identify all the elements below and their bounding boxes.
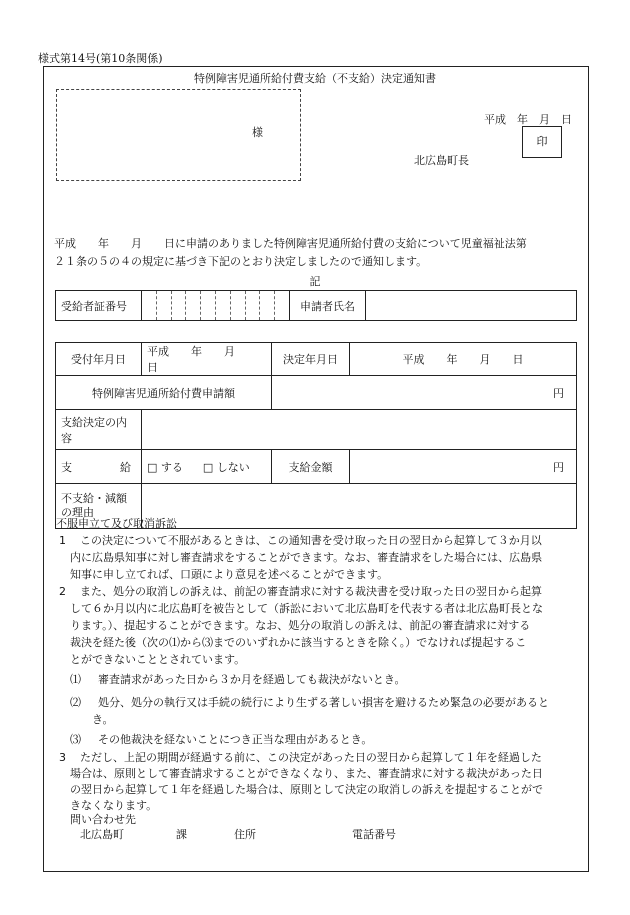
sub-item-3-line-1: その他裁決を経ないことにつき正当な理由があるとき。 — [98, 733, 373, 746]
ki-heading: 記 — [309, 275, 321, 288]
contact-section: 課 — [176, 828, 187, 841]
recipient-no-label: 受給者証番号 — [56, 291, 142, 321]
notice-heading: 不服申立て及び取消訴訟 — [56, 517, 177, 530]
notice-item-1-line-2: 内に広島県知事に対し審査請求をすることができます。なお、審査請求をした場合には、広島県 — [70, 551, 543, 564]
header-date: 平成 年 月 日 — [484, 113, 572, 126]
payment-label-1: 支 — [61, 460, 72, 474]
body-line-2: ２１条の５の４の規定に基づき下記のとおり決定しましたので通知します。 — [54, 255, 428, 268]
payment-amount-field[interactable] — [350, 450, 577, 484]
contact-town: 北広島町 — [80, 828, 124, 841]
yen-unit: 円 — [553, 386, 564, 400]
recipient-table — [55, 290, 577, 321]
sub-item-1-line-1: 審査請求があった日から３か月を経過しても裁決がないとき。 — [98, 673, 406, 686]
notice-item-2-no: 2 — [59, 585, 66, 598]
received-date-field[interactable]: 平成 年 月 日 — [142, 343, 272, 376]
notice-item-1-line-1: この決定について不服があるときは、この通知書を受け取った日の翌日から起算して３か月以 — [80, 534, 542, 547]
reason-field[interactable] — [142, 484, 577, 529]
notice-item-1-no: 1 — [59, 534, 66, 547]
decision-table — [55, 342, 577, 529]
payment-label — [56, 450, 142, 484]
amount-applied-label: 特例障害児通所給付費申請額 — [56, 376, 272, 410]
sub-item-1-no: ⑴ — [70, 673, 81, 686]
received-date-label: 受付年月日 — [56, 343, 142, 376]
notice-item-2-line-2: して６か月以内に北広島町を被告として（訴訟において北広島町を代表する者は北広島町長とな — [70, 602, 543, 615]
content-label: 支給決定の内容 — [56, 410, 142, 450]
document-title: 特例障害児通所給付費支給（不支給）決定通知書 — [194, 72, 436, 85]
notice-item-2-line-4: 裁決を経た後（次の⑴から⑶までのいずれかに該当するときを除く。）でなければ提起するこ — [70, 636, 527, 649]
decision-date-field[interactable]: 平成 年 月 日 — [350, 343, 577, 376]
applicant-field[interactable] — [366, 291, 577, 321]
decision-date-label: 決定年月日 — [272, 343, 350, 376]
contact-address: 住所 — [234, 828, 256, 841]
payment-label-2: 給 — [120, 460, 131, 474]
reason-label-2: の理由 — [61, 506, 94, 519]
amount-applied-field[interactable] — [272, 376, 577, 410]
addressee-box[interactable] — [56, 89, 301, 181]
content-field[interactable] — [142, 410, 577, 450]
notice-item-1-line-3: 知事に申し立てれば、口頭により意見を述べることができます。 — [70, 568, 389, 581]
sub-item-2-line-2: き。 — [92, 713, 114, 726]
notice-item-2-line-1: また、処分の取消しの訴えは、前記の審査請求に対する裁決書を受け取った日の翌日から起算 — [80, 585, 542, 598]
notice-item-3-line-2: 場合は、原則として審査請求することができなくなり、また、審査請求に対する裁決があった日 — [70, 767, 543, 780]
notice-item-3-line-3: の翌日から起算して１年を経過した場合は、原則として決定の取消しの訴えを提起することがで — [70, 783, 543, 796]
reason-label-1: 不支給・減額 — [61, 492, 127, 505]
notice-item-3-line-4: きなくなります。 — [70, 799, 158, 812]
payment-options — [142, 450, 272, 484]
notice-item-3-line-1: ただし、上記の期間が経過する前に、この決定があった日の翌日から起算して１年を経過した — [80, 751, 542, 764]
notice-item-2-line-3: ります。）、提起することができます。なお、処分の取消しの訴えは、前記の審査請求に対する — [70, 619, 531, 632]
sub-item-3-no: ⑶ — [70, 733, 81, 746]
notice-item-3-no: 3 — [59, 751, 66, 764]
yen-unit-2: 円 — [553, 460, 564, 474]
option-yes[interactable]: □ する — [147, 460, 183, 474]
contact-phone: 電話番号 — [352, 828, 396, 841]
notice-item-2-line-5: とができないこととされています。 — [70, 653, 246, 666]
sub-item-2-line-1: 処分、処分の執行又は手続の続行により生ずる著しい損害を避けるため緊急の必要があると — [98, 696, 549, 709]
payment-amount-label: 支給金額 — [272, 450, 350, 484]
sub-item-2-no: ⑵ — [70, 696, 81, 709]
seal-box — [522, 126, 562, 158]
addressee-suffix: 様 — [252, 126, 263, 139]
recipient-no-field[interactable] — [142, 291, 290, 321]
applicant-label: 申請者氏名 — [290, 291, 366, 321]
body-line-1: 平成 年 月 日に申請のありました特例障害児通所給付費の支給について児童福祉法第 — [54, 237, 527, 250]
contact-heading: 問い合わせ先 — [70, 813, 136, 826]
option-no[interactable]: □ しない — [202, 460, 250, 474]
form-number: 様式第14号(第10条関係) — [38, 52, 163, 65]
issuer: 北広島町長 — [414, 154, 469, 167]
seal-label: 印 — [536, 135, 548, 148]
